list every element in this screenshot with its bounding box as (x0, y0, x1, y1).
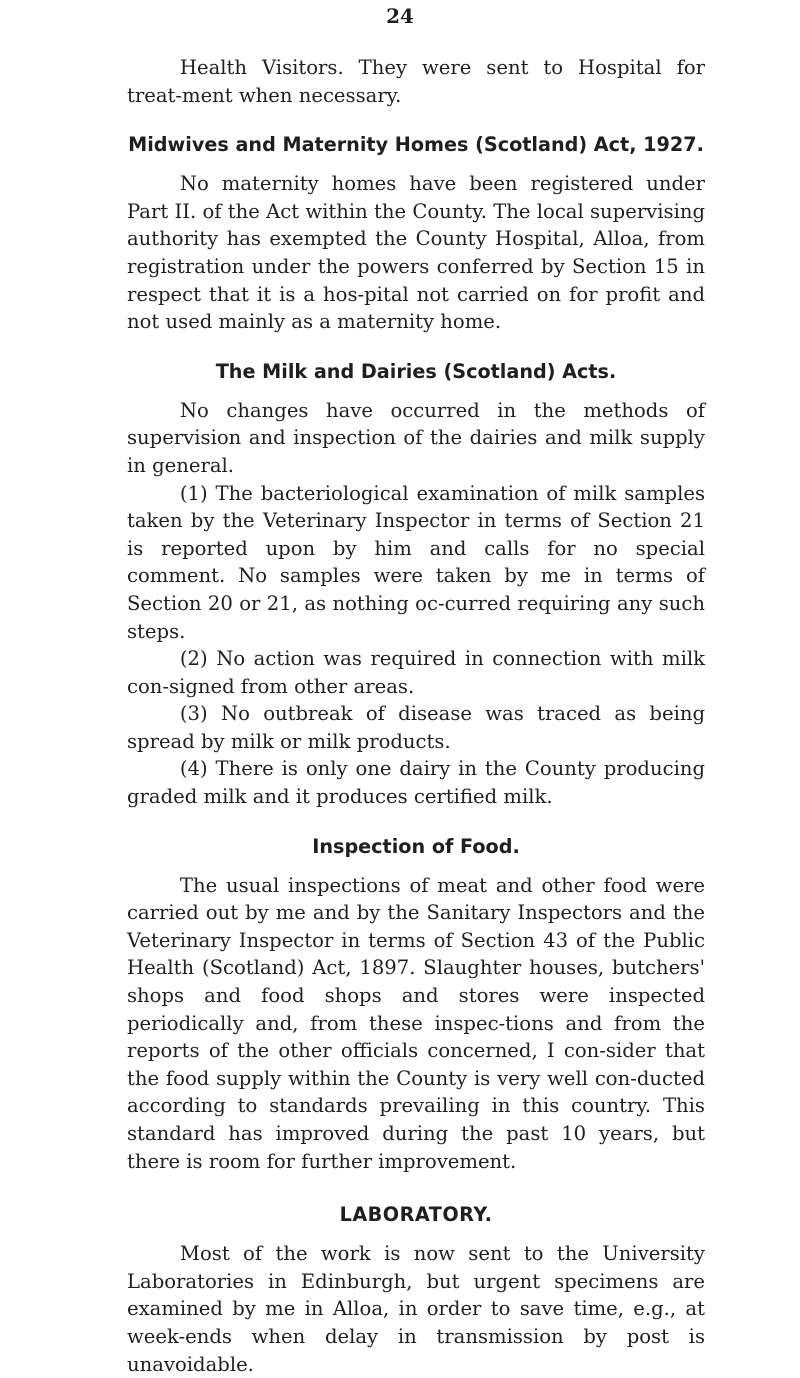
section-midwives-act (127, 131, 705, 336)
section-milk-dairies-acts (127, 358, 705, 811)
list-item: (2) No action was required in connection with milk con-signed from other areas. (127, 647, 705, 698)
section-inspection-of-food (127, 833, 705, 1176)
list-item: (3) No outbreak of disease was traced as being spread by milk or milk products. (127, 702, 705, 753)
paragraph: No maternity homes have been registered under Part II. of the Act within the County. The local supervising authority has exempted the County Hospital, Alloa, from registration under the powers conferred by Section 15 in respect that it is a hos-pital not carried on for profit and not used mainly as a maternity home. (127, 172, 705, 334)
paragraph: No changes have occurred in the methods of supervision and inspection of the dairies and milk supply in general. (127, 398, 705, 477)
paragraph: The usual inspections of meat and other food were carried out by me and by the Sanitary Inspectors and the Veterinary Inspector in terms of Section 43 of the Public Health (Scotland) Act, 1897. Slaughter houses, butchers' shops and food shops and stores were inspected periodically and, from these inspec-tions and from the reports of the other officials concerned, I con-sider that the food supply within the County is very well con-ducted according to standards prevailing in this country. This standard has improved during the past 10 years, but there is room for further improvement. (127, 873, 705, 1173)
section-laboratory (127, 1201, 705, 1378)
list-item: (4) There is only one dairy in the County producing graded milk and it produces certified milk. (127, 757, 705, 809)
intro-paragraph: Health Visitors. They were sent to Hospital for treat-ment when necessary. (127, 56, 705, 107)
section-heading: LABORATORY. (339, 1203, 493, 1227)
section-heading: The Milk and Dairies (Scotland) Acts. (215, 359, 617, 383)
section-heading: Midwives and Maternity Homes (Scotland) Act, 1927. (128, 133, 704, 157)
section-heading: Inspection of Food. (312, 834, 520, 858)
page-number: 24 (386, 4, 414, 28)
page-body (127, 54, 705, 1378)
paragraph: Most of the work is now sent to the University Laboratories in Edinburgh, but urgent specimens are examined by me in Alloa, in order to save time, e.g., at week-ends when delay in transmission by post is unavoidable. (127, 1242, 705, 1376)
list-item: (1) The bacteriological examination of milk samples taken by the Veterinary Inspector in terms of Section 21 is reported upon by him and calls for no special comment. No samples were taken by me in terms of Section 20 or 21, as nothing oc-curred requiring any such steps. (127, 481, 705, 643)
